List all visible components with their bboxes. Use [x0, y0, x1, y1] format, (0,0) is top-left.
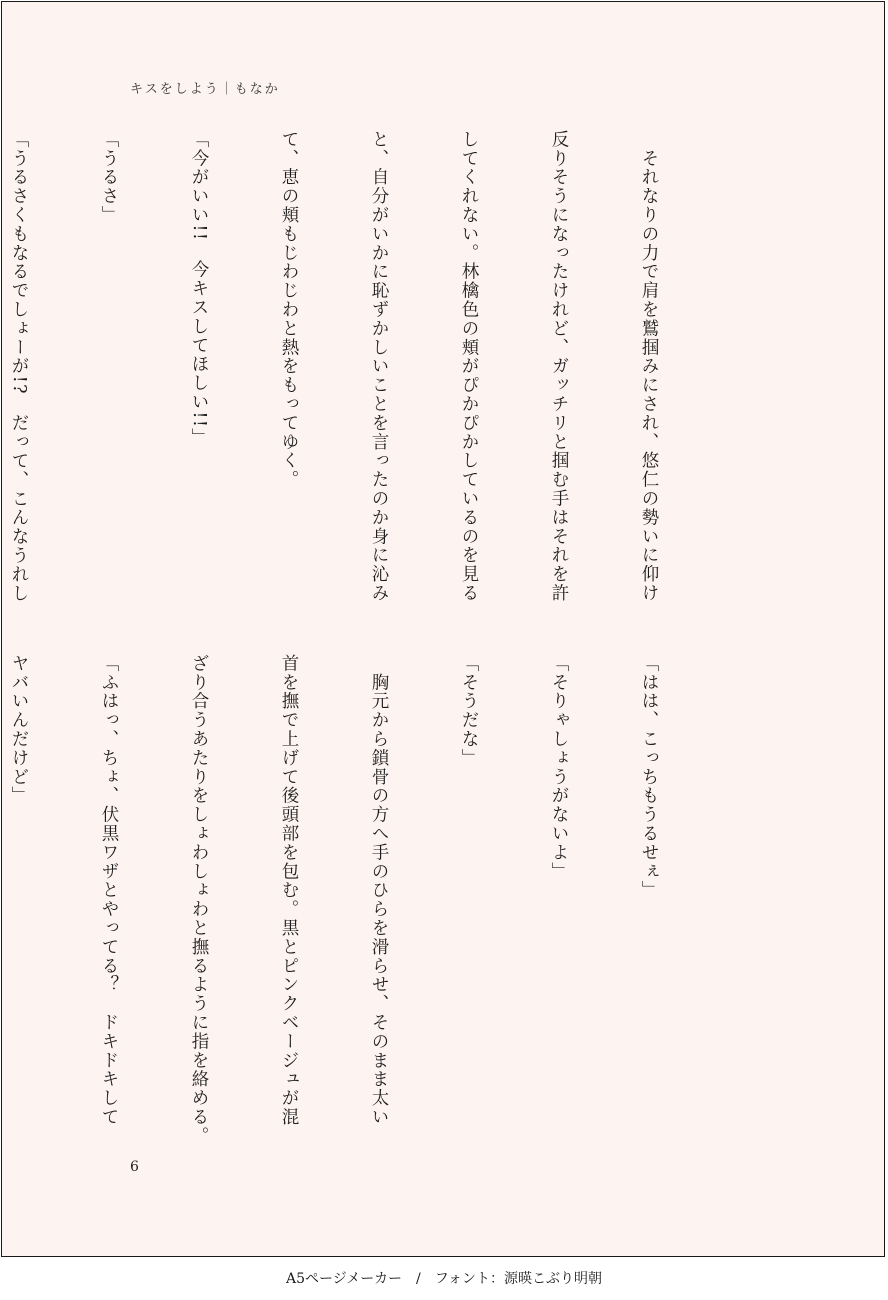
text-line: て、恵の頬もじわじわと熱をもってゆく。 — [279, 130, 299, 490]
text-line: 「うるさくもなるでしょーが!? だって、こんなうれし — [9, 130, 29, 603]
text-line: 「今がいい!! 今キスしてほしい!!」 — [189, 130, 209, 448]
text-line: 「そりゃしょうがないよ」 — [549, 654, 569, 881]
footer-credit: A5ページメーカー / フォント：源暎こぶり明朝 — [285, 1271, 603, 1287]
upper-text-block — [0, 130, 724, 610]
page-number: 6 — [130, 1159, 139, 1175]
text-line: 「はは、こっちもうるせぇ」 — [639, 654, 659, 900]
text-line: してくれない。林檎色の頬がぴかぴかしているのを見る — [459, 130, 479, 603]
text-line: 反りそうになったけれど、ガッチリと掴む手はそれを許 — [549, 130, 569, 603]
text-line: 胸元から鎖骨の方へ手のひらを滑らせ、そのまま太い — [369, 654, 389, 1127]
lower-text-block — [0, 654, 724, 1146]
text-line: 「ふはっ、ちょ、伏黒ワザとやってる？ ドキドキして — [99, 654, 119, 1127]
text-line: 「そうだな」 — [459, 654, 479, 768]
book-page — [1, 1, 885, 1257]
text-line: ヤバいんだけど」 — [9, 654, 29, 806]
text-line: それなりの力で肩を鷲掴みにされ、悠仁の勢いに仰け — [639, 130, 659, 603]
text-line: と、自分がいかに恥ずかしいことを言ったのか身に沁み — [369, 130, 389, 603]
text-line: 首を撫で上げて後頭部を包む。黒とピンクベージュが混 — [279, 654, 299, 1127]
text-line: 「うるさ」 — [99, 130, 119, 225]
running-header: キスをしよう｜もなか — [130, 82, 280, 97]
text-line: ざり合うあたりをしょわしょわと撫るように指を絡める。 — [189, 654, 209, 1146]
